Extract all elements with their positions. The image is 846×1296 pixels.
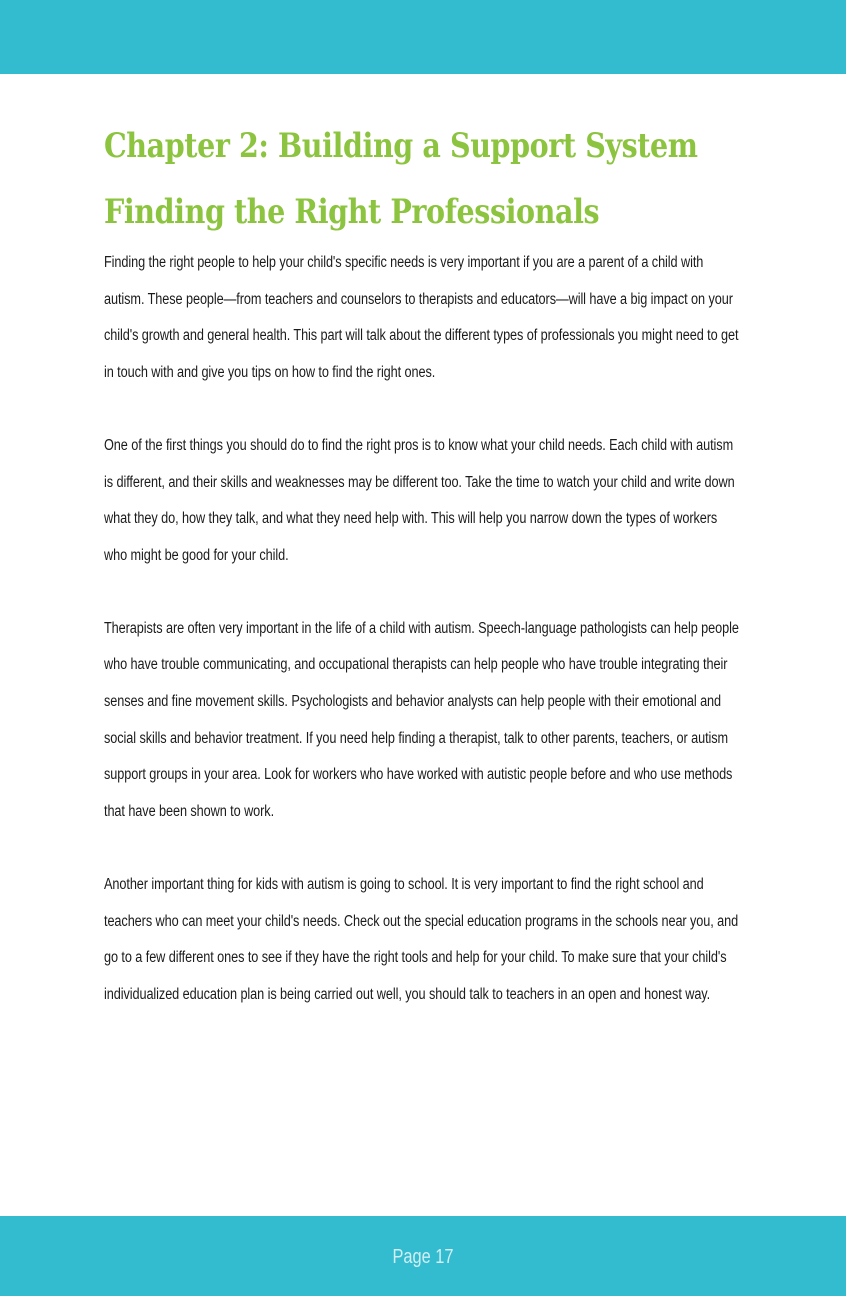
paragraph: Therapists are often very important in the life of a child with autism. Speech-language pathologists can help people who have trouble communicating, and occupational therapists can help people who have trouble integrating their senses and fine movement skills. Psychologists and behavior analysts can help people with their emotional and social skills and behavior treatment. If you need help finding a therapist, talk to other parents, teachers, or autism support groups in your area. Look for workers who have worked with autistic people before and who use methods that have been shown to work. [104,619,739,821]
chapter-title: Chapter 2: Building a Support System [104,126,698,166]
body-text [104,245,764,1014]
paragraph: Finding the right people to help your child's specific needs is very important if you are a parent of a child with autism. These people—from teachers and counselors to therapists and educators—will have a big impact on your child's growth and general health. This part will talk about the different types of professionals you might need to get in touch with and give you tips on how to find the right ones. [104,254,739,382]
paragraph: Another important thing for kids with autism is going to school. It is very important to find the right school and teachers who can meet your child's needs. Check out the special education programs in the schools near you, and go to a few different ones to see if they have the right tools and help for your child. To make sure that your child's individualized education plan is being carried out well, you should talk to teachers in an open and honest way. [104,875,739,1003]
page-content [104,113,764,1050]
page-number: Page 17 [392,1246,454,1268]
top-color-band [0,0,846,74]
section-title: Finding the Right Professionals [104,192,600,232]
paragraph: One of the first things you should do to find the right pros is to know what your child needs. Each child with autism is different, and their skills and weaknesses may be different too. Take the time to watch your child and write down what they do, how they talk, and what they need help with. This will help you narrow down the types of workers who might be good for your child. [104,436,735,564]
